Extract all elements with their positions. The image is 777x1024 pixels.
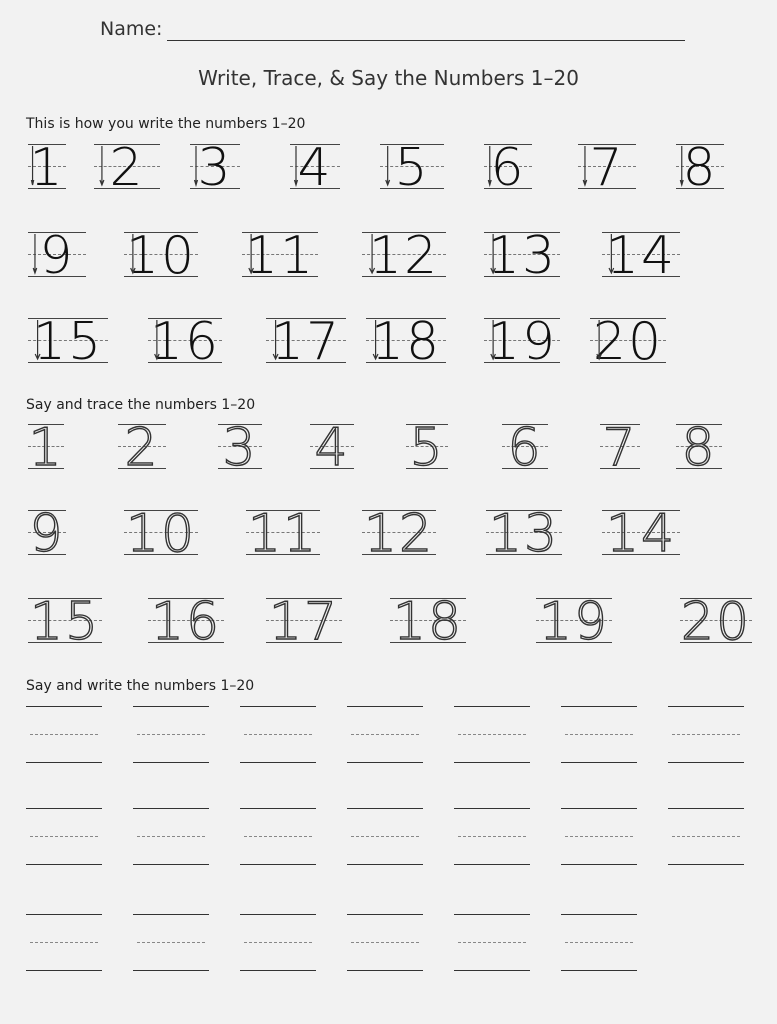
writing-guide-line [137, 942, 205, 943]
dotted-trace-digits: 11 [247, 504, 319, 564]
dotted-trace-digits: 17 [268, 592, 340, 652]
writing-guide-line [454, 762, 530, 763]
write-practice-box[interactable] [26, 914, 102, 994]
writing-guide-line [347, 864, 423, 865]
trace-number-4[interactable] [310, 418, 354, 478]
model-digits: 3 [197, 138, 233, 198]
write-practice-box[interactable] [668, 706, 744, 786]
trace-number-9[interactable] [28, 504, 66, 564]
model-row [0, 138, 777, 198]
write-practice-box[interactable] [240, 808, 316, 888]
write-practice-box[interactable] [133, 914, 209, 994]
model-row [0, 312, 777, 372]
writing-guide-line [347, 762, 423, 763]
writing-guide-line [26, 762, 102, 763]
writing-guide-line [458, 734, 526, 735]
writing-guide-line [133, 762, 209, 763]
writing-guide-line [26, 706, 102, 707]
model-digits: 11 [244, 226, 316, 286]
dotted-trace-digits: 20 [680, 592, 752, 652]
dotted-trace-digits: 5 [409, 418, 445, 478]
writing-guide-line [347, 808, 423, 809]
writing-guide-line [133, 970, 209, 971]
model-number-20 [590, 312, 666, 372]
model-number-4 [290, 138, 340, 198]
trace-section-label: Say and trace the numbers 1–20 [26, 397, 256, 413]
dotted-trace-digits: 10 [125, 504, 197, 564]
write-practice-box[interactable] [240, 914, 316, 994]
writing-guide-line [244, 734, 312, 735]
model-number-9 [28, 226, 86, 286]
trace-number-6[interactable] [502, 418, 548, 478]
model-number-7 [578, 138, 636, 198]
write-practice-box[interactable] [561, 706, 637, 786]
writing-guide-line [454, 914, 530, 915]
model-digits: 5 [394, 138, 430, 198]
model-number-3 [190, 138, 240, 198]
trace-number-11[interactable] [246, 504, 320, 564]
dotted-trace-digits: 1 [28, 418, 64, 478]
model-number-1 [28, 138, 66, 198]
writing-guide-line [26, 970, 102, 971]
writing-guide-line [458, 836, 526, 837]
writing-guide-line [561, 864, 637, 865]
writing-guide-line [351, 836, 419, 837]
model-number-2 [94, 138, 160, 198]
name-field-line[interactable] [167, 40, 685, 41]
writing-guide-line [30, 836, 98, 837]
writing-guide-line [454, 808, 530, 809]
writing-guide-line [565, 942, 633, 943]
writing-guide-line [454, 864, 530, 865]
write-practice-box[interactable] [26, 706, 102, 786]
dotted-trace-digits: 16 [150, 592, 222, 652]
model-number-17 [266, 312, 346, 372]
write-practice-box[interactable] [133, 808, 209, 888]
writing-guide-line [240, 864, 316, 865]
writing-guide-line [351, 942, 419, 943]
writing-guide-line [347, 970, 423, 971]
writing-guide-line [137, 836, 205, 837]
model-row [0, 226, 777, 286]
writing-guide-line [133, 808, 209, 809]
writing-guide-line [454, 706, 530, 707]
dotted-trace-digits: 19 [538, 592, 610, 652]
write-practice-box[interactable] [454, 706, 530, 786]
write-practice-box[interactable] [347, 914, 423, 994]
write-practice-box[interactable] [26, 808, 102, 888]
writing-guide-line [347, 706, 423, 707]
writing-guide-line [133, 706, 209, 707]
write-practice-box[interactable] [561, 808, 637, 888]
dotted-trace-digits: 4 [314, 418, 350, 478]
model-section-label: This is how you write the numbers 1–20 [26, 116, 306, 132]
model-digits: 4 [297, 138, 333, 198]
model-number-19 [484, 312, 560, 372]
trace-number-10[interactable] [124, 504, 198, 564]
writing-guide-line [668, 808, 744, 809]
model-digits: 20 [592, 312, 664, 372]
write-practice-box[interactable] [133, 706, 209, 786]
writing-guide-line [565, 836, 633, 837]
writing-guide-line [133, 914, 209, 915]
trace-row [0, 418, 777, 478]
writing-guide-line [26, 808, 102, 809]
trace-number-5[interactable] [406, 418, 448, 478]
writing-guide-line [137, 734, 205, 735]
model-digits: 7 [589, 138, 625, 198]
trace-number-15[interactable] [28, 592, 102, 652]
writing-guide-line [565, 734, 633, 735]
writing-guide-line [26, 914, 102, 915]
model-number-5 [380, 138, 444, 198]
trace-number-1[interactable] [28, 418, 64, 478]
trace-number-3[interactable] [218, 418, 262, 478]
write-practice-box[interactable] [668, 808, 744, 888]
model-digits: 13 [486, 226, 558, 286]
dotted-trace-digits: 13 [488, 504, 560, 564]
trace-number-18[interactable] [390, 592, 466, 652]
trace-number-2[interactable] [118, 418, 166, 478]
model-number-16 [148, 312, 222, 372]
model-number-6 [484, 138, 532, 198]
model-number-15 [28, 312, 108, 372]
model-digits: 12 [368, 226, 440, 286]
model-number-14 [602, 226, 680, 286]
writing-guide-line [26, 864, 102, 865]
dotted-trace-digits: 12 [363, 504, 435, 564]
model-digits: 1 [29, 138, 65, 198]
trace-number-12[interactable] [362, 504, 436, 564]
model-number-11 [242, 226, 318, 286]
dotted-trace-digits: 14 [605, 504, 677, 564]
model-digits: 8 [682, 138, 718, 198]
model-digits: 15 [32, 312, 104, 372]
writing-guide-line [561, 970, 637, 971]
writing-guide-line [244, 942, 312, 943]
model-digits: 19 [486, 312, 558, 372]
model-digits: 6 [490, 138, 526, 198]
dotted-trace-digits: 8 [681, 418, 717, 478]
name-label: Name: [100, 18, 163, 40]
writing-guide-line [30, 734, 98, 735]
writing-guide-line [561, 808, 637, 809]
model-number-10 [124, 226, 198, 286]
writing-guide-line [133, 864, 209, 865]
writing-guide-line [347, 914, 423, 915]
writing-guide-line [454, 970, 530, 971]
writing-guide-line [561, 706, 637, 707]
model-number-12 [362, 226, 446, 286]
trace-number-16[interactable] [148, 592, 224, 652]
trace-number-13[interactable] [486, 504, 562, 564]
write-practice-box[interactable] [347, 808, 423, 888]
trace-number-19[interactable] [536, 592, 612, 652]
model-digits: 9 [39, 226, 75, 286]
writing-guide-line [240, 706, 316, 707]
page-title: Write, Trace, & Say the Numbers 1–20 [198, 66, 579, 90]
writing-guide-line [458, 942, 526, 943]
writing-guide-line [240, 808, 316, 809]
write-practice-box[interactable] [347, 706, 423, 786]
dotted-trace-digits: 3 [222, 418, 258, 478]
writing-guide-line [561, 762, 637, 763]
writing-guide-line [351, 734, 419, 735]
trace-number-14[interactable] [602, 504, 680, 564]
writing-guide-line [672, 734, 740, 735]
writing-guide-line [30, 942, 98, 943]
writing-guide-line [244, 836, 312, 837]
trace-number-7[interactable] [600, 418, 640, 478]
writing-guide-line [240, 914, 316, 915]
trace-row [0, 504, 777, 564]
model-digits: 14 [605, 226, 677, 286]
model-digits: 17 [270, 312, 342, 372]
model-digits: 18 [370, 312, 442, 372]
model-digits: 2 [109, 138, 145, 198]
writing-guide-line [672, 836, 740, 837]
writing-guide-line [240, 970, 316, 971]
model-number-18 [366, 312, 446, 372]
writing-guide-line [561, 914, 637, 915]
model-digits: 10 [125, 226, 197, 286]
dotted-trace-digits: 7 [602, 418, 638, 478]
dotted-trace-digits: 15 [29, 592, 101, 652]
dotted-trace-digits: 6 [507, 418, 543, 478]
model-number-8 [676, 138, 724, 198]
model-digits: 16 [149, 312, 221, 372]
writing-guide-line [668, 706, 744, 707]
model-number-13 [484, 226, 560, 286]
write-practice-box[interactable] [454, 808, 530, 888]
writing-guide-line [240, 762, 316, 763]
trace-row [0, 592, 777, 652]
dotted-trace-digits: 18 [392, 592, 464, 652]
writing-guide-line [668, 762, 744, 763]
trace-number-17[interactable] [266, 592, 342, 652]
trace-number-8[interactable] [676, 418, 722, 478]
dotted-trace-digits: 9 [29, 504, 65, 564]
writing-guide-line [668, 864, 744, 865]
dotted-trace-digits: 2 [124, 418, 160, 478]
write-practice-box[interactable] [561, 914, 637, 994]
write-section-label: Say and write the numbers 1–20 [26, 678, 255, 694]
write-practice-box[interactable] [240, 706, 316, 786]
trace-number-20[interactable] [680, 592, 752, 652]
write-practice-box[interactable] [454, 914, 530, 994]
